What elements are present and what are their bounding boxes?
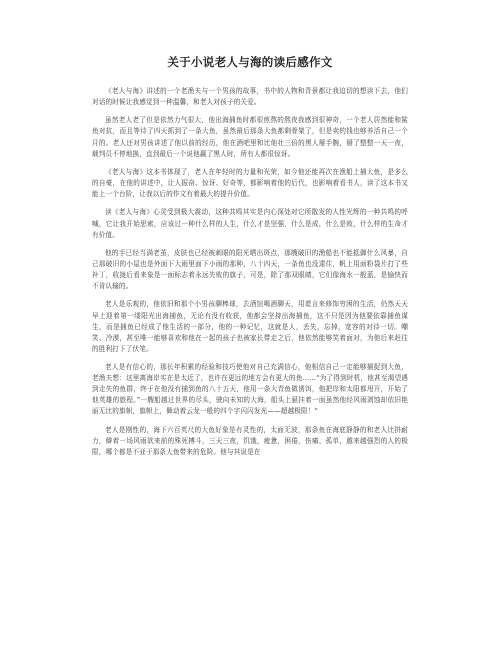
paragraph-5: 他的手已经当满老茧，皮肤也已经被刺眼的阳光晒出斑点，那艘破旧的渔船也不能抵御什么风暴，自己那破旧的小屋也是外面下大雨里面下小雨的那种，八十四天，一条鱼也没逮住，帆上用面粉袋片打了些补丁，收拢后看来象是一面标志着永远失败的旗子，可是，除了那双眼睛，它们像海水一般蓝，是愉快而不肯认输的。 bbox=[92, 248, 408, 291]
paragraph-7: 老人是有信心的，那长年积累的经验和技巧使他对自己充满信心，他相信自己一定能够捕捉到大鱼，老渔夫想：这里离海岸实在是太近了，也许在更远的地方会有更大的鱼……“为了得到时机，他甚至渴望遇到走失的鱼群，终于在他没有捕到鱼的八十五天，他用一条大青鱼做诱饵，他把岸和太阳都甩开，开始了他英雄的旅程。”一艘船越过世界的尽头，驶向未知的大海，船头上悬挂着一面虽然他经风雨剥蚀却依旧艳丽无比的旗帜，旗帜上，舞动着云龙一般的四个字闪闪发光——超越极限！“ bbox=[92, 363, 408, 416]
paragraph-2: 虽然老人老了但是依然力气很大，他出海捕鱼时都很煎熬的熬夜我感到很神奇，一个老人居然能和鲨鱼对抗，而且等待了四天抓到了一条大鱼，虽然最后那条大鱼都剩骨架了，但是卖的钱也够养活自己一个月的。老人还对男孩讲述了他以前的经历，他在酒吧里和比他壮三倍的黑人掰手腕，掰了整整一天一夜，载判员不停地换，直到最后一个说他赢了黑人时，所有人都很惊讶。 bbox=[92, 116, 408, 158]
paragraph-8: 老人是刚性的，海下六百英尺的大鱼好象是有灵性的，太面无波，那条鱼在海底静静的和老人比拼耐力，僻着一场风雨欲来前的殊死搏斗，三天三夜，饥饿，疲惫，困倦，伤痛、孤单，越来越强烈的人的极限，哪个都是不亚于那条大鱼带来的危险。他与其说是在 bbox=[92, 425, 408, 456]
document-title: 关于小说老人与海的读后感作文 bbox=[167, 55, 333, 69]
paragraph-3: 《老人与海》这本书体现了，老人在年轻时的力量和光荣，如今他还能再次在渔船上捕大鱼，是多么的自豪，在他的讲述中，让人振奋、惊讶、好奇等，都影响着他的后代，也影响着看书人，读了这本书又能上一个台阶，让我以后的作文有着最大的提升价值。 bbox=[92, 167, 408, 199]
paragraph-6: 老人是乐观的，他依旧和那个小男孩聊棒球，去酒馆喝酒聊天，用谎言来修饰穷困的生活，仍然天天早上迎着第一缕阳光出海捕鱼，无论有没有收获，他都会坚持出海捕鱼，这不只是因为他要依靠捕鱼谋生，而是捕鱼已经成了他生活的一部分，他的一种记忆，这就是人，丢失，忘掉，宽容的对待一切。嘲笑、冷漠，甚至唯一能够喜欢和他在一起的孩子也被家长带走之后，他依然能够笑着面对，为他后来赶往的胜利打下了伏笔。 bbox=[92, 300, 408, 353]
paragraph-4: 读《老人与海》心灵受到极大震动，这种共鸣其实是内心深处对它所散发的人性光辉的一种共鸣的呼喊，它让我开始思索，应该过一种什么样的人生，什么才是坚强，什么是成，什么是败，什么样的生命才有价值。 bbox=[92, 208, 408, 239]
paragraph-1: 《老人与海》讲述的一个老渔夫与一个男孩的故事，书中的人物和背景都让我迫切的想读下去，他们对话的时候让我感觉到一种温馨，和老人对孩子的关爱。 bbox=[92, 87, 408, 107]
